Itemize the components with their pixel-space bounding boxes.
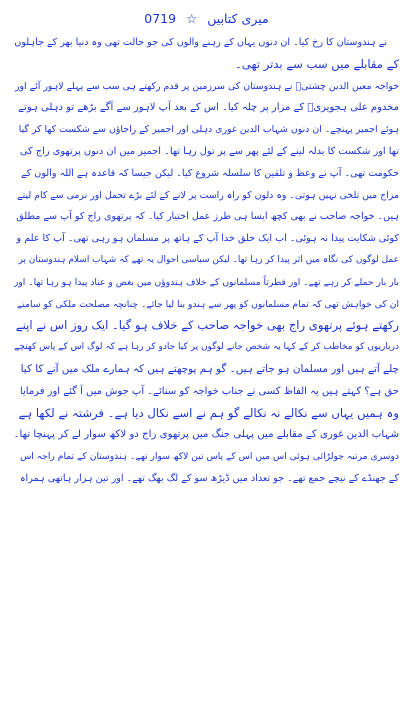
text-line: کے جھنڈے کے نیچے جمع تھے۔ جو تعداد میں ڈیڑھ سو کے لگ بھگ تھے۔ اور تین ہزار ہاتھی ہمراہ [19, 472, 399, 484]
text-line: مخدوم علی ہجویریؒ کے مزار پر چلہ کیا۔ اس کے بعد آپ لاہور سے آگے بڑھے تو دہلی ہوتے [18, 102, 399, 114]
text-line: ان کی خواہش تھی کہ تمام مسلمانوں کو پھر سے ہندو بنا لیا جائے۔ چنانچہ مصلحت ملکی کو سامنے [16, 298, 399, 310]
star-icon: ☆ [186, 11, 198, 26]
text-line: دوسری مرتبہ جولڑائی ہوئی اس میں اس کے پاس تین لاکھ سوار تھے۔ ہندوستان کے تمام راجہ اس [20, 451, 399, 463]
text-line: حق ہے؟ کہتے ہیں یہ الفاظ کسی نے جناب خواجہ کو سنائے۔ آپ جوش میں آ گئے اور فرمایا [19, 385, 399, 397]
text-line: کے مقابلے میں سب سے بدتر تھی۔ [235, 56, 399, 71]
text-line: بار بار حملے کر رہے تھے۔ اور فطرتاً مسلمانوں کے خلاف ہندوؤں میں بغض و عناد پیدا ہو رہا تھا۔ اور [14, 276, 399, 288]
text-line: خواجہ معین الدین چشتیؒ نے ہندوستان کی سرزمین پر قدم رکھتے ہی سب سے پہلے لاہور آئے اور [15, 80, 399, 92]
text-line: ہوئے اجمیر پہنچے۔ ان دنوں شہاب الدین غوری دہلی اور اجمیر کے راجاؤں سے شکست کھا کر گیا [18, 124, 399, 136]
text-body [14, 32, 399, 490]
page-header [14, 10, 399, 30]
text-line: مزاج میں تلخی نہیں ہوتی۔ وہ دلوں کو راہ راست پر لانے کے لئے بڑے تحمل اور نرمی سے کام لیتے [17, 189, 399, 201]
text-line: کوئی شکایت پیدا نہ ہوئی۔ اب ایک خلق خدا آپ کے ہاتھ پر مسلمان ہو رہی تھی۔ آپ کا علم و [16, 233, 399, 245]
text-line: عمل لوگوں کی نگاہ میں اثر پیدا کر رہا تھا۔ لیکن سیاسی احوال یہ تھے کہ شہاب اسلام ہندوستان پر [18, 254, 399, 265]
text-line: تھا اور شکست کا بدلہ لینے کے لئے پھر سے پر تول رہا تھا۔ اجمیر میں ان دنوں پرتھوی راج کی [19, 145, 399, 157]
text-line: ہیں۔ خواجہ صاحب نے بھی کچھ ایسا ہی طرز عمل اختیار کیا۔ کہ پرتھوی راج کو آپ سے مطلق [16, 211, 399, 223]
text-line: درباریوں کو مخاطب کر کے کہا یہ شخص جانے لوگوں پر کیا جادو کر رہا ہے کہ لوگ اس کے پاس کھنچے [14, 342, 399, 353]
text-line: وہ ہمیں یہاں سے نکالے نہ نکالے گو ہم نے اسے نکال دیا ہے۔ فرشتہ نے لکھا ہے [18, 405, 399, 420]
text-line: چلے آتے ہیں اور مسلمان ہو جاتے ہیں۔ گو ہم پوچھتے ہیں کہ ہمارے ملک میں آنے کا کیا [20, 362, 399, 375]
text-line: نے ہندوستان کا رخ کیا۔ ان دنوں یہاں کے رہنے والوں کی جو حالت تھی وہ دنیا بھر کے جاہلوں [14, 37, 387, 48]
book-title: میری کتابیں [207, 11, 269, 26]
text-line: رکھتے ہوئے پرتھوی راج بھی خواجہ صاحب کے خلاف ہو گیا۔ ایک روز اس نے اپنے [15, 318, 399, 333]
text-line: شہاب الدین غوری کے مقابلے میں پہلی جنگ میں پرتھوی راج دو لاکھ سوار لے کر پہنچا تھا۔ [14, 429, 399, 441]
page-number: 0719 [144, 11, 177, 26]
text-line: حکومت تھی۔ آپ نے وعظ و تلقین کا سلسلہ شروع کیا۔ لیکن جیسا کہ قاعدہ ہے اللہ والوں کے [21, 167, 399, 179]
